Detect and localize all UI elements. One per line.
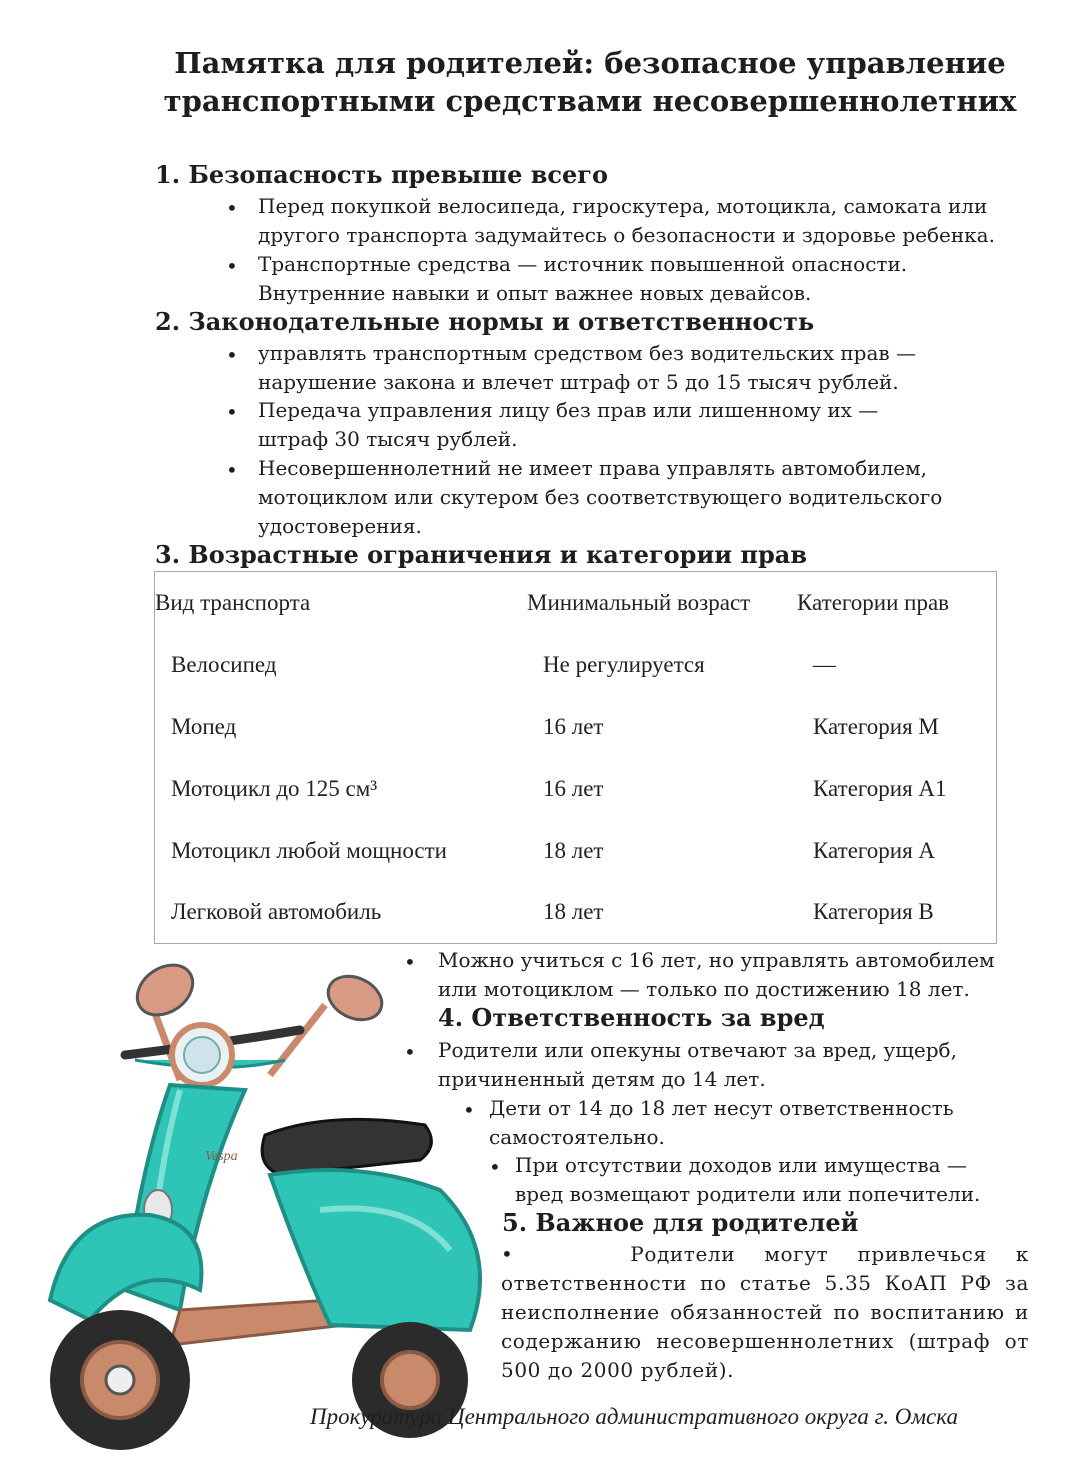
table-cell: 16 лет xyxy=(543,775,604,801)
table-cell: Категория А1 xyxy=(813,775,947,801)
bullet-icon: • xyxy=(226,458,238,482)
vespa-badge: Vespa xyxy=(205,1149,238,1164)
bullet-icon: • xyxy=(501,1242,631,1266)
table-row xyxy=(155,882,997,944)
title-line-2: транспортными средствами несовершеннолетних xyxy=(163,84,1017,118)
bullet-icon: • xyxy=(404,950,416,974)
section-4-bullet-1: Родители или опекуны отвечают за вред, ущерб, причиненный детям до 14 лет. xyxy=(438,1038,957,1091)
footer-signature: Прокуратура Центрального административного округа г. Омска xyxy=(310,1404,958,1429)
table-cell: Категория А xyxy=(813,837,936,863)
table-row xyxy=(155,758,997,820)
section-1-bullet-1: Перед покупкой велосипеда, гироскутера, мотоцикла, самоката или другого транспорта задумайтесь о безопасности и здоровье ребенка. xyxy=(258,194,995,247)
age-restrictions-table xyxy=(154,571,997,944)
bullet-icon: • xyxy=(226,400,238,424)
section-4-bullet-3: При отсутствии доходов или имущества — вред возмещают родители или попечители. xyxy=(515,1153,981,1206)
table-cell: Велосипед xyxy=(171,651,277,677)
section-2-bullet-2: Передача управления лицу без прав или лишенному их — штраф 30 тысяч рублей. xyxy=(258,398,879,451)
table-header: Вид транспорта xyxy=(155,589,311,615)
bullet-icon: • xyxy=(489,1155,501,1179)
section-3-heading: 3. Возрастные ограничения и категории прав xyxy=(155,540,807,569)
section-1-bullet-2: Транспортные средства — источник повышенной опасности. Внутренние навыки и опыт важнее новых девайсов. xyxy=(258,252,908,305)
table-cell: Не регулируется xyxy=(543,651,705,677)
bullet-icon: • xyxy=(226,196,238,220)
table-cell: 16 лет xyxy=(543,713,604,739)
section-2-bullet-1: управлять транспортным средством без водительских прав — нарушение закона и влечет штраф от 5 до 15 тысяч рублей. xyxy=(258,341,916,394)
title-line-1: Памятка для родителей: безопасное управление xyxy=(174,46,1006,80)
section-4-bullet-2: Дети от 14 до 18 лет несут ответственность самостоятельно. xyxy=(489,1096,954,1149)
section-1-heading: 1. Безопасность превыше всего xyxy=(155,160,608,189)
bullet-icon: • xyxy=(404,1040,416,1064)
section-5-text: • Родители могут привлечься к ответственности по статье 5.35 КоАП РФ за неисполнение обязанностей по воспитанию и содержанию несовершеннолетних (штраф от 500 до 2000 рублей). xyxy=(501,1242,1029,1382)
table-header: Минимальный возраст xyxy=(527,589,751,615)
bullet-icon: • xyxy=(226,254,238,278)
table-header-row xyxy=(155,572,997,634)
section-3-note: Можно учиться с 16 лет, но управлять автомобилем или мотоциклом — только по достижению 18 лет. xyxy=(438,948,995,1001)
section-2-bullet-3: Несовершеннолетний не имеет права управлять автомобилем, мотоциклом или скутером без соответствующего водительского удостоверения. xyxy=(258,456,943,538)
section-4-heading: 4. Ответственность за вред xyxy=(438,1003,825,1032)
table-cell: — xyxy=(813,651,836,677)
table-cell: 18 лет xyxy=(543,899,604,925)
page-title xyxy=(150,44,1030,120)
table-cell: Мопед xyxy=(171,713,237,739)
table-cell: 18 лет xyxy=(543,837,604,863)
table-row xyxy=(155,634,997,696)
table-row xyxy=(155,820,997,882)
table-cell: Легковой автомобиль xyxy=(171,899,382,925)
bullet-icon: • xyxy=(226,343,238,367)
section-2-heading: 2. Законодательные нормы и ответственность xyxy=(155,307,815,336)
scooter-illustration-icon xyxy=(30,960,500,1470)
table-cell: Категория В xyxy=(813,899,934,925)
table-header: Категории прав xyxy=(797,589,950,615)
table-row xyxy=(155,696,997,758)
table-cell: Мотоцикл любой мощности xyxy=(171,837,447,863)
bullet-icon: • xyxy=(463,1098,475,1122)
table-cell: Мотоцикл до 125 см³ xyxy=(171,775,378,801)
section-5-heading: 5. Важное для родителей xyxy=(502,1208,859,1237)
table-cell: Категория М xyxy=(813,713,939,739)
